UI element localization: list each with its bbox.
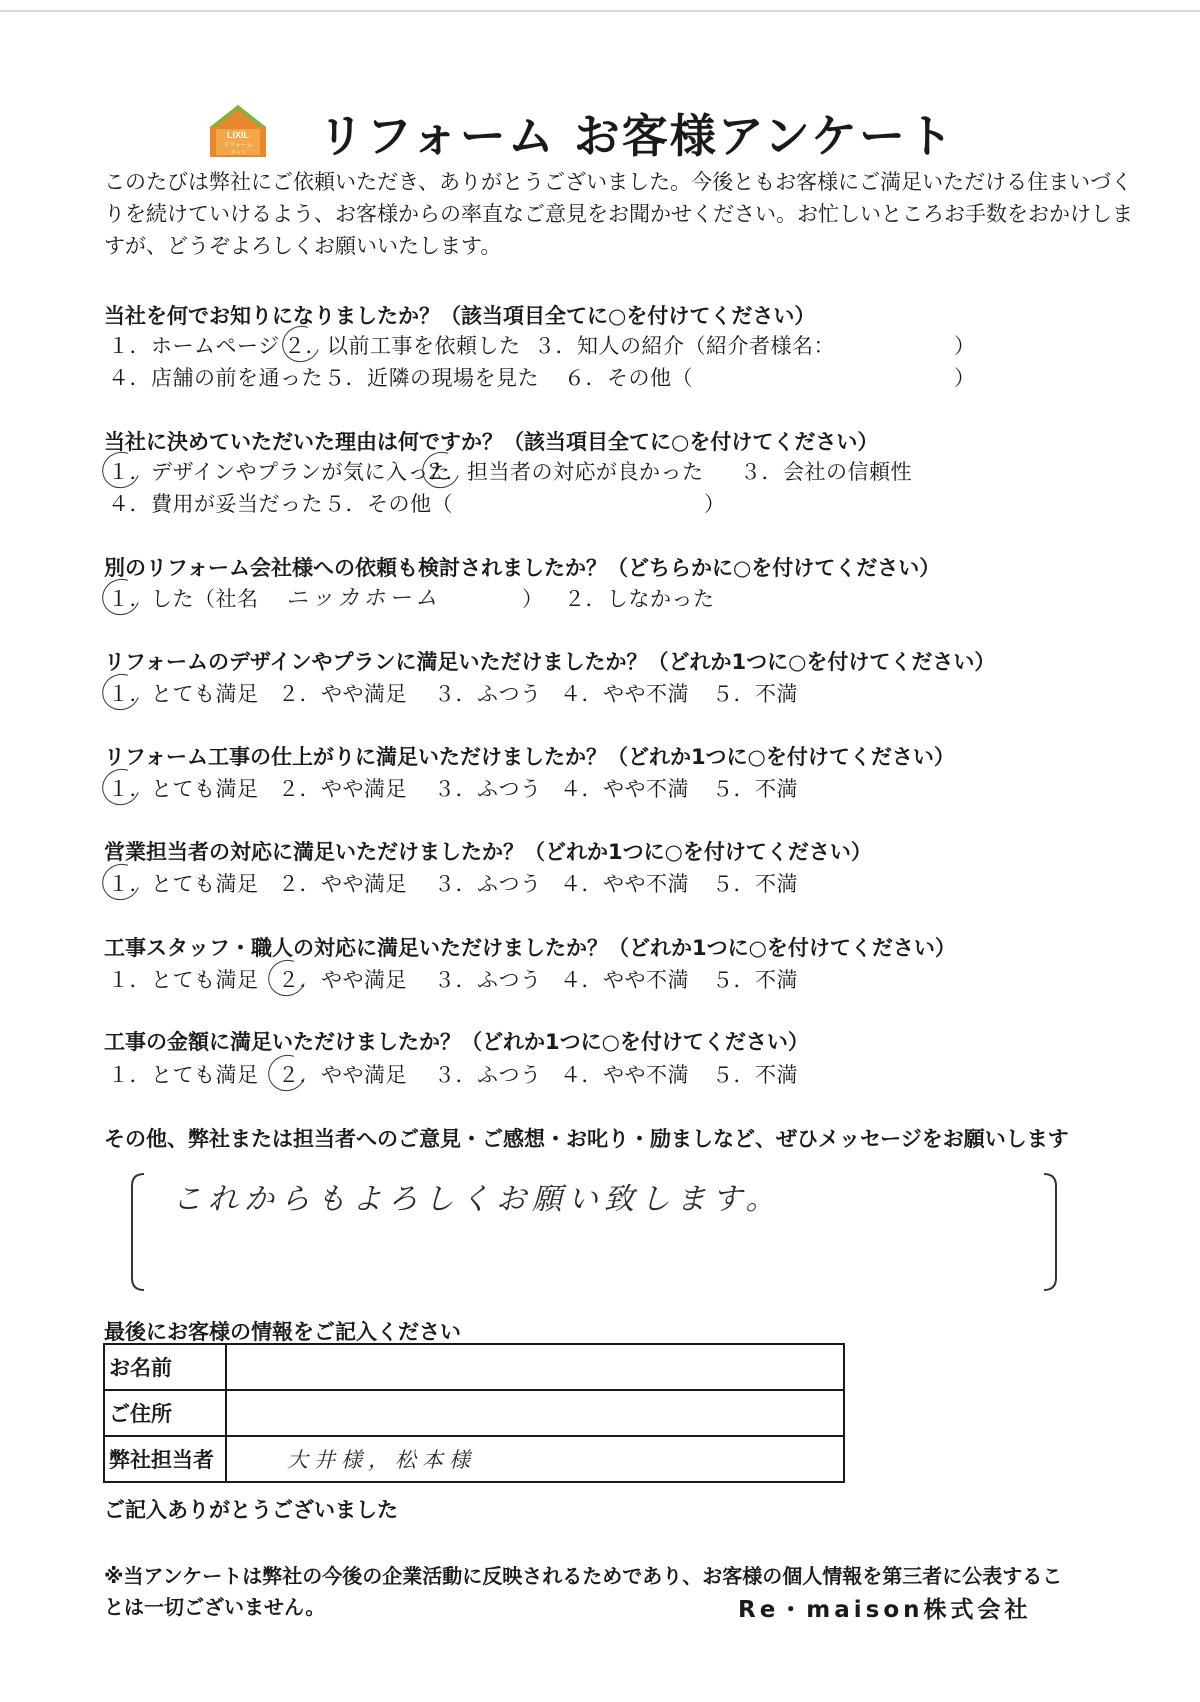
q6-option-2[interactable]: ２．やや満足 bbox=[278, 872, 407, 896]
q8-option-4[interactable]: ４．やや不満 bbox=[560, 1063, 689, 1087]
name-label: お名前 bbox=[104, 1344, 226, 1390]
table-row bbox=[104, 1390, 844, 1436]
question-3-options bbox=[104, 583, 1004, 617]
q1-option-6-close: ） bbox=[954, 366, 976, 390]
question-1: 当社を何でお知りになりましたか？（該当項目全てに○を付けてください） bbox=[104, 304, 816, 328]
q5-option-4[interactable]: ４．やや不満 bbox=[560, 777, 689, 801]
q6-option-1[interactable]: １．とても満足 bbox=[108, 872, 259, 896]
question-2: 当社に決めていただいた理由は何ですか？（該当項目全てに○を付けてください） bbox=[104, 430, 879, 454]
table-row bbox=[104, 1344, 844, 1390]
q3-option-2[interactable]: ２．しなかった bbox=[564, 587, 715, 611]
q6-option-3[interactable]: ３．ふつう bbox=[434, 872, 542, 896]
q3-company-answer: ニッカホーム bbox=[286, 586, 442, 611]
question-1-options bbox=[104, 330, 1004, 394]
q5-option-5[interactable]: ５．不満 bbox=[712, 777, 798, 801]
q1-option-5[interactable]: ５．近隣の現場を見た bbox=[324, 366, 539, 390]
q1-option-1[interactable]: １．ホームページ bbox=[108, 334, 280, 358]
q3-option-1-close: ） bbox=[522, 587, 544, 611]
privacy-notice-line-1: ※当アンケートは弊社の今後の企業活動に反映されるためであり、お客様の個人情報を第三者に公表するこ bbox=[104, 1564, 1063, 1588]
logo-sub: リフォーム bbox=[223, 142, 253, 149]
q1-option-3-close: ） bbox=[954, 334, 976, 358]
q7-option-3[interactable]: ３．ふつう bbox=[434, 968, 542, 992]
q2-option-2[interactable]: ２．担当者の対応が良かった bbox=[424, 460, 704, 484]
company-name: Re・maison株式会社 bbox=[738, 1597, 1032, 1623]
q7-option-4[interactable]: ４．やや不満 bbox=[560, 968, 689, 992]
q2-option-5-close: ） bbox=[704, 492, 726, 516]
logo-brand: LIXIL bbox=[227, 130, 249, 140]
scan-edge-line bbox=[0, 10, 1200, 12]
intro-line: りを続けていけるよう、お客様からの率直なご意見をお聞かせください。お忙しいところお手数をおかけしま bbox=[104, 202, 1133, 226]
q5-option-1[interactable]: １．とても満足 bbox=[108, 777, 259, 801]
address-field[interactable] bbox=[226, 1390, 844, 1436]
question-5-options bbox=[104, 773, 1004, 807]
question-4: リフォームのデザインやプランに満足いただけましたか？（どれか1つに○を付けてください） bbox=[104, 650, 996, 674]
intro-line: このたびは弊社にご依頼いただき、ありがとうございました。今後ともお客様にご満足いただける住まいづく bbox=[104, 170, 1133, 194]
question-4-options bbox=[104, 678, 1004, 712]
staff-field[interactable]: 大井様，松本様 bbox=[226, 1436, 844, 1482]
q5-option-2[interactable]: ２．やや満足 bbox=[278, 777, 407, 801]
privacy-notice-line-2: とは一切ございません。 bbox=[104, 1595, 326, 1619]
q8-option-5[interactable]: ５．不満 bbox=[712, 1063, 798, 1087]
intro-text bbox=[104, 166, 1133, 262]
question-6: 営業担当者の対応に満足いただけましたか？（どれか1つに○を付けてください） bbox=[104, 840, 872, 864]
q8-option-2[interactable]: ２．やや満足 bbox=[278, 1063, 407, 1087]
q3-option-1[interactable]: １．した（社名 bbox=[108, 587, 259, 611]
q2-option-1[interactable]: １．デザインやプランが気に入った bbox=[108, 460, 451, 484]
q7-option-5[interactable]: ５．不満 bbox=[712, 968, 798, 992]
thanks-text: ご記入ありがとうございました bbox=[104, 1498, 398, 1522]
question-7-options bbox=[104, 964, 1004, 998]
question-2-options bbox=[104, 456, 1004, 520]
question-7: 工事スタッフ・職人の対応に満足いただけましたか？（どれか1つに○を付けてください） bbox=[104, 936, 956, 960]
customer-info-table bbox=[103, 1343, 845, 1483]
name-field[interactable] bbox=[226, 1344, 844, 1390]
table-row bbox=[104, 1436, 844, 1482]
q7-option-1[interactable]: １．とても満足 bbox=[108, 968, 259, 992]
q4-option-5[interactable]: ５．不満 bbox=[712, 682, 798, 706]
intro-line: すが、どうぞよろしくお願いいたします。 bbox=[104, 234, 502, 258]
q2-option-4[interactable]: ４．費用が妥当だった bbox=[108, 492, 323, 516]
q6-option-5[interactable]: ５．不満 bbox=[712, 872, 798, 896]
lixil-logo bbox=[208, 103, 268, 159]
q5-option-3[interactable]: ３．ふつう bbox=[434, 777, 542, 801]
staff-label: 弊社担当者 bbox=[104, 1436, 226, 1482]
q2-option-5[interactable]: ５．その他（ bbox=[324, 492, 453, 516]
q4-option-1[interactable]: １．とても満足 bbox=[108, 682, 259, 706]
q8-option-1[interactable]: １．とても満足 bbox=[108, 1063, 259, 1087]
q7-option-2[interactable]: ２．やや満足 bbox=[278, 968, 407, 992]
question-5: リフォーム工事の仕上がりに満足いただけましたか？（どれか1つに○を付けてください） bbox=[104, 745, 955, 769]
q1-option-3[interactable]: ３．知人の紹介（紹介者様名： bbox=[534, 334, 835, 358]
q1-option-6[interactable]: ６．その他（ bbox=[564, 366, 693, 390]
question-8: 工事の金額に満足いただけましたか？（どれか1つに○を付けてください） bbox=[104, 1030, 809, 1054]
question-3: 別のリフォーム会社様への依頼も検討されましたか？（どちらかに○を付けてください） bbox=[104, 556, 941, 580]
q2-option-3[interactable]: ３．会社の信頼性 bbox=[740, 460, 912, 484]
q6-option-4[interactable]: ４．やや不満 bbox=[560, 872, 689, 896]
message-prompt: その他、弊社または担当者へのご意見・ご感想・お叱り・励ましなど、ぜひメッセージをお願いします bbox=[104, 1127, 1069, 1151]
question-8-options bbox=[104, 1059, 1004, 1093]
question-6-options bbox=[104, 868, 1004, 902]
info-heading: 最後にお客様の情報をご記入ください bbox=[104, 1320, 461, 1344]
page-title: リフォーム お客様アンケート bbox=[318, 109, 955, 163]
message-answer[interactable]: これからもよろしくお願い致します。 bbox=[172, 1182, 782, 1217]
q4-option-2[interactable]: ２．やや満足 bbox=[278, 682, 407, 706]
logo-sub2: ネット bbox=[230, 150, 246, 156]
q4-option-3[interactable]: ３．ふつう bbox=[434, 682, 542, 706]
q4-option-4[interactable]: ４．やや不満 bbox=[560, 682, 689, 706]
address-label: ご住所 bbox=[104, 1390, 226, 1436]
q8-option-3[interactable]: ３．ふつう bbox=[434, 1063, 542, 1087]
q1-option-4[interactable]: ４．店舗の前を通った bbox=[108, 366, 323, 390]
q1-option-2[interactable]: ２．以前工事を依頼した bbox=[284, 334, 521, 358]
